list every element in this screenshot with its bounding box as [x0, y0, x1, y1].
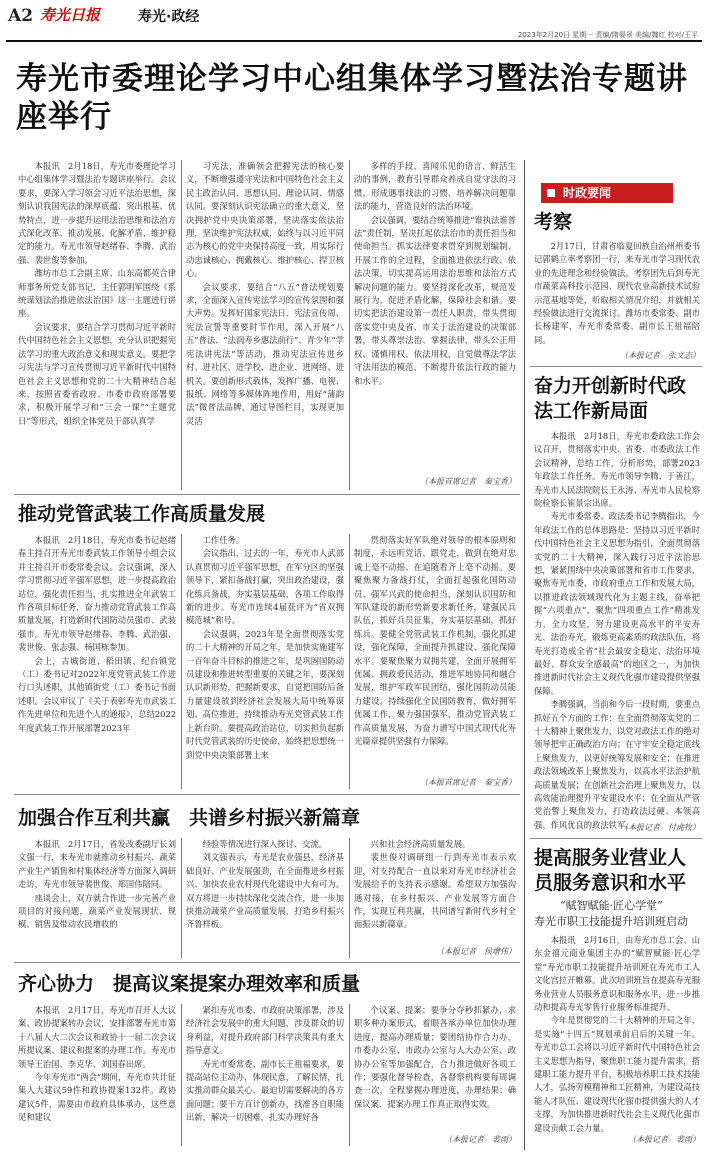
article2-column-1: 本报讯 2月18日，寿光市委书记赵绪春主持召开寿光市委武装工作领导小组会议并主持召开市委常委会议。会议强调，深入学习贯彻习近平强军思想，进一步提高政治站位，强化责任担当，扎实推进全年武装工作各项目标任务，奋力推动党管武装工作高质量发展，打造新时代国防动员强市、武装强市。寿光市领导赵绪春、李腾、武治强、裴世俊、张志强、杨国栋参加。 会上，古城街道、稻田镇、纪台镇党（工）委书记对2022年度党管武装工作进行口头述职，其他镇街党（工）委书记书面述职。会议审议了《关于表彰寿光市武装工作先进单位和先进个人的通报》，总结2022年度武装工作开展部署2023年 [18, 535, 177, 733]
article2-byline: （本报首席记者 秦宝香） [420, 778, 516, 787]
column-divider [181, 1004, 182, 1146]
article1-column-2: 习宪法，准确领会把握宪法的核心要义，不断增强遵守宪法和中国特色社会主义民主政治认同、思想认同、理论认同、情感认同。要深刻认识宪法确立的重大意义，坚决拥护党中央决策部署，坚决落实依法治理，坚决维护宪法权威，始终与以习近平同志为核心的党中央保持高度一致，用实际行动忠诚核心、拥戴核心、维护核心、捍卫核心。 会议要求，要结合“八五”普法规划要求，全面深入宣传宪法学习的宣传氛围和强大声势。发挥好国家宪法日、宪法宣传周、宪法宣誓等重要时节作用，深入开展“八五”普法、“法润寿乡惠法前行”、青少年“学宪法讲宪法”等活动，推动宪法宣传进乡村、进社区、进学校、进企业、进网络、进机关。要创新形式载体，发挥广播、电视、报纸、网络等多媒体阵地作用，用好“蒲韵法”微普法品牌，通过导图栏目，实现更加灵活 [186, 161, 345, 426]
section-divider [14, 494, 520, 495]
article4-column-1: 本报讯 2月17日，寿光市召开人大议案、政协提案转办会议，安排部署寿光市第十八届人大二次会议和政协十一届二次会议所提议案、建议和提案的办理工作。寿光市领导王治国、李克华、刘国春出席。 今年寿光市“两会”期间，寿光市共计征集人大建议59件和政协提案132件。政协建议5件，需要由市政府具体承办，这些意见和建议 [18, 1005, 176, 1123]
sidebar-story3-subhead-2: 寿光市职工技能提升培训班启动 [534, 915, 688, 928]
sidebar-story1-byline: （本报记者 张文志） [620, 351, 700, 360]
article4-column-3: 个议案、提案；要争分夺秒抓紧办，求职多种办案形式，着眼各承办单位加快办理进度，提高办理质量；要团结协作合力办，市委办公室、市政办公室与人大办公室、政协办公室等加强配合，合力推进做好各项工作；要强化督导检查，各督察机构要每周调查一次，全程掌握办理进度，办理结果；确保议案、提案办理工作真正取得实效。 [354, 1005, 516, 1109]
issue-meta: 2023年2月20日 星期一 责编/隋晏景 美编/魏红 校对/王平 [517, 31, 698, 39]
article1-column-1: 本报讯 2月18日，寿光市委理论学习中心组集体学习暨法治专题讲座举行。会议要求，要深入学习领会习近平法治思想，深刻认识我国宪法的深厚底蕴、突出根基、优势特点，进一步提升运用法治思维和法治方式深化改革、推动发展、化解矛盾、维护稳定的能力。寿光市领导赵绪春、李腾、武治强、裴世俊等参加。 潍坊市总工会副主席、山东高都英合律师事务所党支部书记、主任郭明军围绕《系统谋划法治推进依法治国》这一主题进行讲座。 会议要求，要结合学习贯彻习近平新时代中国特色社会主义思想，充分认识把握宪法学习的重大政治意义和现实意义。要把学习宪法与学习宣传贯彻习近平新时代中国特色社会主义思想和党的二十大精神结合起来，按照省委省政府、市委市政府部署要求，积极开展学习和“三会一课”“主题党日”等形式，组织全体党员干部认真学 [18, 161, 176, 426]
newspaper-logo: 寿光日报 [40, 6, 101, 24]
page-number: A2 [8, 6, 34, 26]
article4-byline: （本报记者 裴雨） [444, 1135, 516, 1144]
sidebar-divider [524, 160, 525, 1150]
section-title: 寿光·政经 [138, 9, 200, 25]
section-divider [530, 366, 702, 367]
section-divider [14, 794, 520, 795]
column-divider [349, 1004, 350, 1146]
header-rule [6, 40, 702, 42]
sidebar-story3-byline: （本报记者 裴雨） [628, 1135, 700, 1144]
sidebar-story2-byline: （本报记者 付虎牧） [620, 823, 700, 832]
article3-headline: 加强合作互利共赢 共谱乡村振兴新篇章 [18, 807, 361, 829]
sidebar-story1-headline: 考察 [534, 211, 573, 233]
column-divider [349, 160, 350, 490]
article3-column-1: 本报讯 2月17日，省发改委副厅长刘文强一行，来寿光市就推动乡村振兴、蔬菜产业生产销售和村集体经济等方面深入调研走访，寿光市领导裴世俊、郑国伟陪同。 座谈会上，双方就合作进一步完善产业项目的对接问题，蔬菜产业发展现状、规模、销售及带动农民增收的 [18, 839, 176, 930]
article4-column-2: 紧扣寿光市委、市政府决策部署，涉及经济社会发展中的重大问题，涉及群众的切身利益，对提升政府部门科学决策具有重大指导意义。 寿光市委常委、副市长王祖福要求，要提高站位主动办，体现民意，了解民情，扎实推动群众最关心、最迫切需要解决的各方面问题；要干方百计创新办，找准各自职能出新，解决一切困难，扎实办理好各 [186, 1005, 344, 1123]
section-divider [530, 838, 702, 839]
column-divider [349, 838, 350, 958]
column-divider [181, 534, 182, 789]
sidebar-story2-body: 本报讯 2月18日，寿光市委政法工作会议召开，贯彻落实中央、省委、市委政法工作会议精神，总结工作，分析形势，部署2023年政法工作任务。寿光市领导李腾、于善江，寿光市人民法院院长王永涛、寿光市人民检察院检察长崔景宗出席。 寿光市委常委、政法委书记李腾指出，今年政法工作的总体思路是：坚持以习近平新时代中国特色社会主义思想为指引，全面贯彻落实党的二十大精神，深入践行习近平法治思想，紧紧围绕中央决策部署和省市工作要求，聚焦寿光市委、市政府重点工作和发展大局，以推进政法领域现代化为主题主线，奋举把握“六项重点”，聚焦“四项重点工作”精准发力，全力攻坚，努力建设更高水平的平安寿光、法治寿光，锻炼更高素质的政法队伍，将寿光打造成全省“社会最安全稳定、法治环境最好、群众安全感最高”的地区之一，为加快推进新时代社会主义现代化强市建设提供坚强保障。 李腾强调，当前和今后一段时期，要重点抓好五个方面的工作：在全面贯彻落实党的二十大精神上聚焦发力，以党对政法工作的绝对领导把牢正确政治方向；在守牢安全稳定底线上聚焦发力，以更好统筹发展和安全；在推进政法领域改革上聚焦发力，以高水平法治护航高质量发展；在创新社会治理上聚焦发力，以高效能治理提升平安建设水平；在全面从严管党治警上聚焦发力，打造政法过硬、本领高强、作风优良的政法铁军。 [534, 431, 700, 830]
sidebar-story3-headline: 提高服务业营业人员服务意识和水平 [534, 847, 687, 894]
sidebar-story1-body: 2月17日，甘肃省临夏回族自治州州委书记郭鹤立率考察团一行，来寿光市学习现代农业的先进理念和经验做法。考察团先后到寿光市蔬菜高科技示范园、现代农业高新技术试验示范基地等处，听取相关情况介绍，并就相关经验做法进行交流探讨。潍坊市委常委、副市长杨建军，寿光市委常委、副市长王祖福陪同。 [534, 241, 700, 345]
article1-byline: （本报首席记者 秦宝香） [420, 477, 516, 486]
news-tag: 时政要闻 [541, 183, 673, 203]
column-divider [181, 838, 182, 958]
article3-column-2: 经验等情况进行深入探讨、交流。 刘文强表示，寿光是农业强县，经济基础良好、产业发展强劲，在全面推进乡村振兴、加快农业农村现代化建设中大有可为。双方将进一步持续深化交流合作，进一步加快推动蔬菜产业高质量发展，打造乡村振兴齐鲁样板。 [186, 839, 344, 930]
section-divider [14, 962, 520, 963]
sidebar-story3-subhead-1: “赋智赋能·匠心学堂” [560, 899, 663, 912]
column-divider [349, 534, 350, 789]
article3-byline: （本报记者 侯增伟） [436, 947, 516, 956]
page-header [0, 0, 708, 39]
article1-column-3: 多样的手段、喜闻乐见的语言、鲜活生动的事例，教育引导群众养成自觉守法的习惯、形成遇事找法的习惯、培养解决问题靠法的能力，营造良好的法治环境。 会议强调，要结合统筹推进“谁执法谁普法”责任制，坚决扛起依法治市的责任担当和使命担当。抓实法律要求贯穿到规划编制、开展工作的全过程，全面推进依法行政、依法决策，切实提高运用法治思维和法治方式解决问题的能力。要坚持深化改革，规范发展行为，促进矛盾化解，保障社会和谐。要切实把法治建设第一责任人职责，带头贯彻落实党中央及省、市关于法治建设的决策部署，带头尊崇法治、掌握法律，带头公正用权、谨慎用权、依法用权，自觉做尊法学法守法用法的模范，不断提升依法行政的能力和水平。 [354, 161, 516, 386]
article2-column-2: 工作任务。 会议指出，过去的一年，寿光市人武部认真贯彻习近平强军思想，在军分区的坚强领导下，紧扣备战打赢，突出政治建设，强化练兵备战，夯实基层基础，各项工作取得新的进步。寿光市连续4届获评为“省双拥模范城”称号。 会议强调，2023年是全面贯彻落实党的二十大精神的开局之年，是加快实施建军一百年奋斗目标的推进之年，是巩固国防动员建设和推进转型重要的关键之年，要深刻认识新形势，把握新要求，自觉把国防后备力量建设放到经济社会发展大局中统筹谋划、高位推进，持续推动寿光党管武装工作上新台阶。要提高政治站位，切实担负起新时代党管武装的历史使命，始终把思想统一到党中央决策部署上来 [186, 535, 344, 760]
column-divider [181, 160, 182, 490]
main-headline: 寿光市委理论学习中心组集体学习暨法治专题讲座举行 [16, 61, 688, 135]
sidebar-story3-body: 本报讯 2月16日，由寿光市总工会、山东金禧元商业集团主办的“赋智赋能·匠心学堂”寿光市职工技能提升培训班在寿光市工人文化宫拉开帷幕。此次培训班旨在提高寿光服务业营业人员服务意识和服务水平，进一步推动和提高寿光零售行业服务标准提升。 今年是贯彻党的二十大精神的开局之年，是实施“十四五”规划承前启后的关键一年。寿光市总工会将以习近平新时代中国特色社会主义思想为指导，聚焦职工能力提升需求，搭建职工能力提升平台，积极培养职工技术技能人才，弘扬劳模精神和工匠精神，为建设高技能人才队伍、建设现代化强市提供强大的人才支撑，为加快推进新时代社会主义现代化强市建设贡献工会力量。 [534, 935, 700, 1133]
article2-headline: 推动党管武装工作高质量发展 [18, 503, 266, 525]
article2-column-3: 贯彻落实好军队绝对领导的根本原则和制度，永远听党话、跟党走，做到在绝对忠诚上毫不动摇、在追随看齐上毫不动摇。要聚焦聚力备战打仗，全面扛起强化国防动员、强军兴武的使命担当，深刻认识国防和军队建设的新形势新要求新任务，建强民兵队伍，抓好兵员征集，夯实基层基础，抓好练兵。要健全党管武装工作机制，强化抓建设，强化保障，全面提升抓建设、强化保障水平。要聚焦聚力双拥共建，全面开展拥军优属、拥政爱民活动，推进军地协同和融合发展，维护军政军民团结，强化国防动员能力建设，持续强化全民国防教育，做好拥军优属工作，聚力强国强军，推动党管武装工作高质量发展，为奋力谱写中国式现代化寿光篇章提供坚强有力保障。 [354, 535, 516, 747]
sidebar-story2-headline: 奋力开创新时代政法工作新局面 [534, 375, 687, 422]
article4-headline: 齐心协力 提高议案提案办理效率和质量 [18, 973, 361, 995]
article3-column-3: 兴和社会经济高质量发展。 裴世俊对调研组一行到寿光市表示欢迎，对支持配合一直以来对寿光市经济社会发展给予的支持表示感谢。希望双方加强沟通对接，在乡村振兴、产业发展等方面合作，实现互利共赢，共同谱写新时代乡村全面振兴新篇章。 [354, 839, 516, 930]
